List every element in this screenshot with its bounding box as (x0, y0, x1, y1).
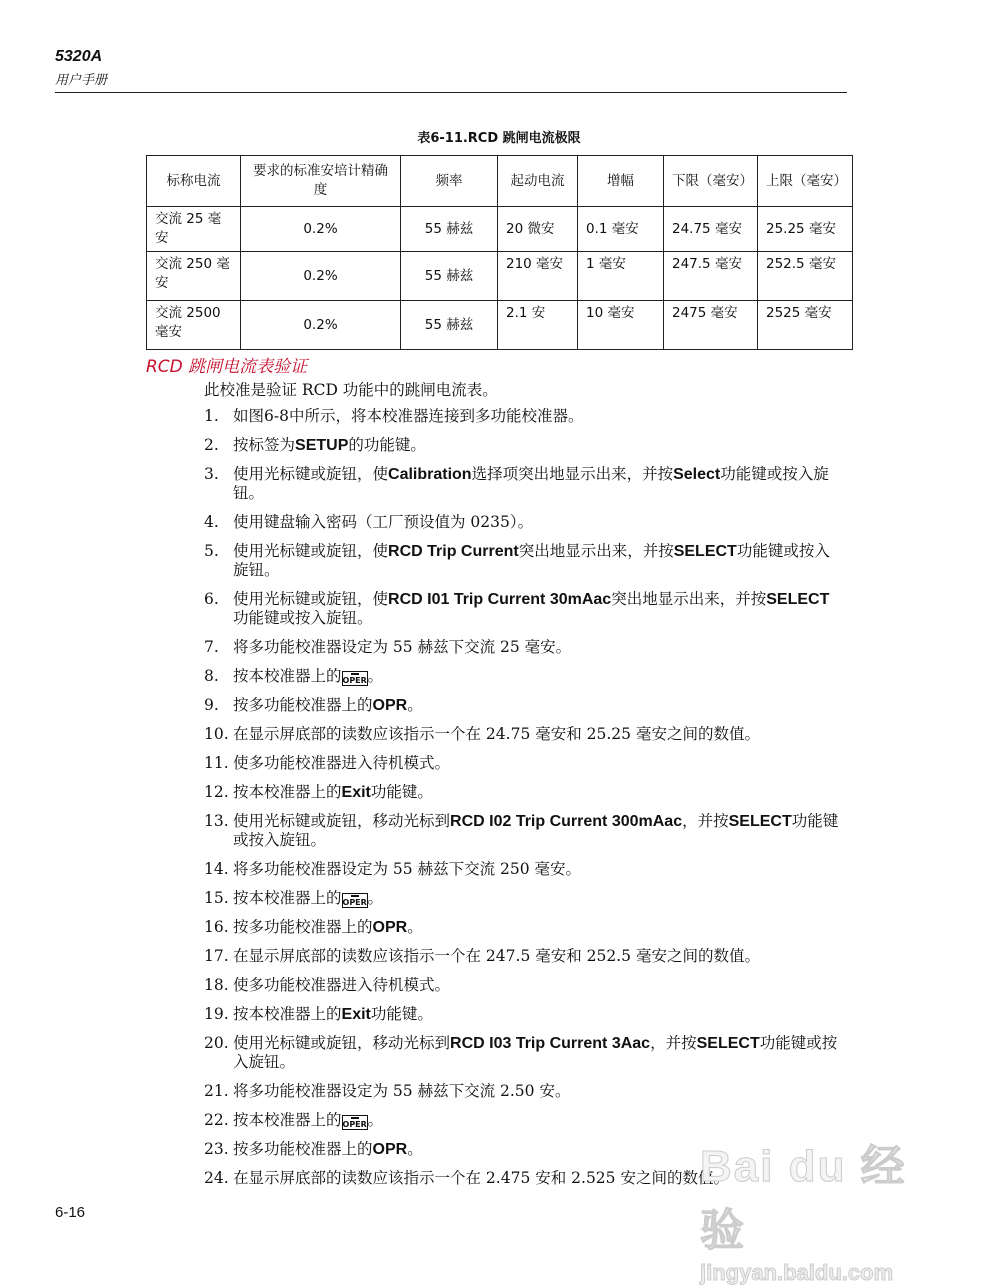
step-text: 功能键。 (370, 783, 433, 801)
table-cell: 55 赫兹 (401, 207, 498, 252)
step-text: 按本校准器上的 (233, 667, 342, 685)
table-cell: 10 毫安 (578, 301, 664, 350)
procedure-step (204, 407, 844, 426)
procedure-step (204, 1005, 844, 1024)
procedure-step (204, 542, 844, 580)
step-text: 功能键或按入旋钮。 (233, 1034, 838, 1071)
step-text: 。 (367, 667, 384, 685)
watermark-logo: Bai du 经验 (700, 1142, 907, 1255)
step-text: 将多功能校准器设定为 55 赫兹下交流 2.50 安。 (233, 1082, 571, 1100)
table-cell: 2475 毫安 (664, 301, 758, 350)
step-number: 15. (204, 889, 229, 907)
step-number: 3. (204, 465, 219, 483)
step-text: 按本校准器上的 (233, 783, 342, 801)
step-text: ，并按 (650, 1034, 697, 1052)
step-text: 。 (407, 1140, 423, 1158)
step-text: 按标签为 (233, 436, 296, 454)
baidu-watermark (700, 1130, 940, 1285)
step-text: 在显示屏底部的读数应该指示一个在 24.75 毫安和 25.25 毫安之间的数值。 (233, 725, 760, 743)
procedure-step (204, 1111, 844, 1130)
watermark-url: jingyan.baidu.com (700, 1260, 894, 1285)
step-text: 使用光标键或旋钮，使 (233, 465, 389, 483)
procedure-step (204, 976, 844, 995)
col-header: 上限（毫安） (758, 156, 853, 207)
step-keyword: OPR (372, 919, 408, 936)
step-text: 将多功能校准器设定为 55 赫兹下交流 250 毫安。 (233, 860, 582, 878)
step-number: 20. (204, 1034, 229, 1052)
step-keyword: RCD I01 Trip Current 30mAac (388, 591, 612, 608)
step-number: 4. (204, 513, 219, 531)
table-cell: 25.25 毫安 (758, 207, 853, 252)
table-cell: 0.2% (241, 301, 401, 350)
step-number: 16. (204, 918, 229, 936)
table-cell: 0.2% (241, 207, 401, 252)
table-cell: 252.5 毫安 (758, 252, 853, 301)
step-text: 按多功能校准器上的 (233, 918, 373, 936)
procedure-step (204, 436, 844, 455)
procedure-step (204, 696, 844, 715)
step-text: 突出地显示出来，并按 (518, 542, 674, 560)
rcd-trip-current-limits-table (146, 155, 853, 350)
step-keyword: Exit (341, 1006, 371, 1023)
step-text: 使用光标键或旋钮，移动光标到 (233, 1034, 451, 1052)
table-cell: 2.1 安 (498, 301, 578, 350)
step-number: 14. (204, 860, 229, 878)
step-number: 19. (204, 1005, 229, 1023)
step-text: 。 (407, 696, 423, 714)
oper-key-icon: OPER (342, 893, 368, 908)
step-keyword: SELECT (696, 1035, 760, 1052)
table-cell: 2525 毫安 (758, 301, 853, 350)
step-number: 21. (204, 1082, 229, 1100)
table-cell: 55 赫兹 (401, 301, 498, 350)
step-text: 将多功能校准器设定为 55 赫兹下交流 25 毫安。 (233, 638, 572, 656)
step-number: 2. (204, 436, 219, 454)
procedure-step (204, 590, 844, 628)
step-text: 选择项突出地显示出来，并按 (471, 465, 674, 483)
step-number: 13. (204, 812, 229, 830)
oper-key-icon: OPER (342, 671, 368, 686)
step-text: 突出地显示出来，并按 (611, 590, 767, 608)
table-cell: 交流 2500 毫安 (147, 301, 241, 350)
manual-model: 5320A (55, 48, 103, 65)
table-cell: 247.5 毫安 (664, 252, 758, 301)
step-text: 功能键或按入旋钮。 (233, 542, 830, 579)
step-text: 功能键或按入旋钮。 (233, 609, 373, 627)
col-header: 下限（毫安） (664, 156, 758, 207)
table-cell: 交流 25 毫安 (147, 207, 241, 252)
col-header: 增幅 (578, 156, 664, 207)
step-number: 5. (204, 542, 219, 560)
col-header: 起动电流 (498, 156, 578, 207)
section-intro: 此校准是验证 RCD 功能中的跳闸电流表。 (204, 381, 498, 399)
step-text: 按本校准器上的 (233, 1005, 342, 1023)
step-text: 使用光标键或旋钮，使 (233, 590, 389, 608)
step-text: 功能键或按入旋钮。 (233, 465, 829, 502)
step-keyword: SELECT (766, 591, 830, 608)
step-number: 8. (204, 667, 219, 685)
step-text: ，并按 (682, 812, 729, 830)
procedure-step (204, 725, 844, 744)
table-cell: 55 赫兹 (401, 252, 498, 301)
step-number: 17. (204, 947, 229, 965)
table-cell: 0.1 毫安 (578, 207, 664, 252)
step-keyword: Select (673, 466, 721, 483)
col-header: 要求的标准安培计精确度 (241, 156, 401, 207)
step-text: 。 (407, 918, 423, 936)
table-cell: 24.75 毫安 (664, 207, 758, 252)
procedure-step (204, 513, 844, 532)
table-row (147, 301, 853, 350)
procedure-step (204, 667, 844, 686)
page-number: 6-16 (55, 1204, 86, 1221)
col-header: 标称电流 (147, 156, 241, 207)
step-text: 按本校准器上的 (233, 889, 342, 907)
step-number: 23. (204, 1140, 229, 1158)
step-text: 。 (367, 889, 384, 907)
procedure-step (204, 465, 844, 503)
table-cell: 210 毫安 (498, 252, 578, 301)
step-keyword: RCD Trip Current (388, 543, 519, 560)
section-heading: RCD 跳闸电流表验证 (146, 357, 308, 377)
table-cell: 1 毫安 (578, 252, 664, 301)
step-text: 在显示屏底部的读数应该指示一个在 2.475 安和 2.525 安之间的数值。 (233, 1169, 729, 1187)
step-number: 22. (204, 1111, 229, 1129)
step-keyword: OPR (372, 697, 408, 714)
step-keyword: Exit (341, 784, 371, 801)
step-text: 。 (367, 1111, 384, 1129)
step-keyword: SETUP (295, 437, 349, 454)
step-text: 使多功能校准器进入待机模式。 (233, 976, 451, 994)
step-text: 使用光标键或旋钮，使 (233, 542, 389, 560)
step-text: 功能键。 (370, 1005, 433, 1023)
table-cell: 20 微安 (498, 207, 578, 252)
step-keyword: Calibration (388, 466, 472, 483)
procedure-step (204, 754, 844, 773)
table-row (147, 207, 853, 252)
procedure-step (204, 783, 844, 802)
manual-subtitle: 用户手册 (55, 73, 108, 88)
procedure-step (204, 1082, 844, 1101)
step-number: 11. (204, 754, 229, 772)
step-text: 按多功能校准器上的 (233, 696, 373, 714)
step-text: 按本校准器上的 (233, 1111, 342, 1129)
step-text: 使多功能校准器进入待机模式。 (233, 754, 451, 772)
step-number: 10. (204, 725, 229, 743)
procedure-steps (204, 407, 844, 1198)
procedure-step (204, 860, 844, 879)
table-header-row (147, 156, 853, 207)
step-number: 9. (204, 696, 219, 714)
procedure-step (204, 638, 844, 657)
step-text: 功能键或按入旋钮。 (233, 812, 839, 849)
step-keyword: SELECT (673, 543, 737, 560)
step-number: 18. (204, 976, 229, 994)
step-text: 在显示屏底部的读数应该指示一个在 247.5 毫安和 252.5 毫安之间的数值。 (233, 947, 760, 965)
step-number: 12. (204, 783, 229, 801)
oper-key-icon: OPER (342, 1115, 368, 1130)
procedure-step (204, 889, 844, 908)
step-text: 使用键盘输入密码（工厂预设值为 0235）。 (233, 513, 534, 531)
step-text: 的功能键。 (348, 436, 426, 454)
step-number: 7. (204, 638, 219, 656)
procedure-step (204, 1034, 844, 1072)
step-text: 使用光标键或旋钮，移动光标到 (233, 812, 451, 830)
step-number: 6. (204, 590, 219, 608)
procedure-step (204, 918, 844, 937)
step-keyword: RCD I03 Trip Current 3Aac (450, 1035, 651, 1052)
table-caption: 表6-11.RCD 跳闸电流极限 (417, 131, 581, 146)
table-row (147, 252, 853, 301)
procedure-step (204, 812, 844, 850)
step-keyword: SELECT (728, 813, 792, 830)
col-header: 频率 (401, 156, 498, 207)
step-keyword: OPR (372, 1141, 408, 1158)
procedure-step (204, 947, 844, 966)
step-number: 1. (204, 407, 219, 425)
table-cell: 交流 250 毫安 (147, 252, 241, 301)
header-divider (55, 92, 847, 93)
step-number: 24. (204, 1169, 229, 1187)
step-keyword: RCD I02 Trip Current 300mAac (450, 813, 683, 830)
table-cell: 0.2% (241, 252, 401, 301)
step-text: 如图6-8中所示，将本校准器连接到多功能校准器。 (233, 407, 584, 425)
step-text: 按多功能校准器上的 (233, 1140, 373, 1158)
